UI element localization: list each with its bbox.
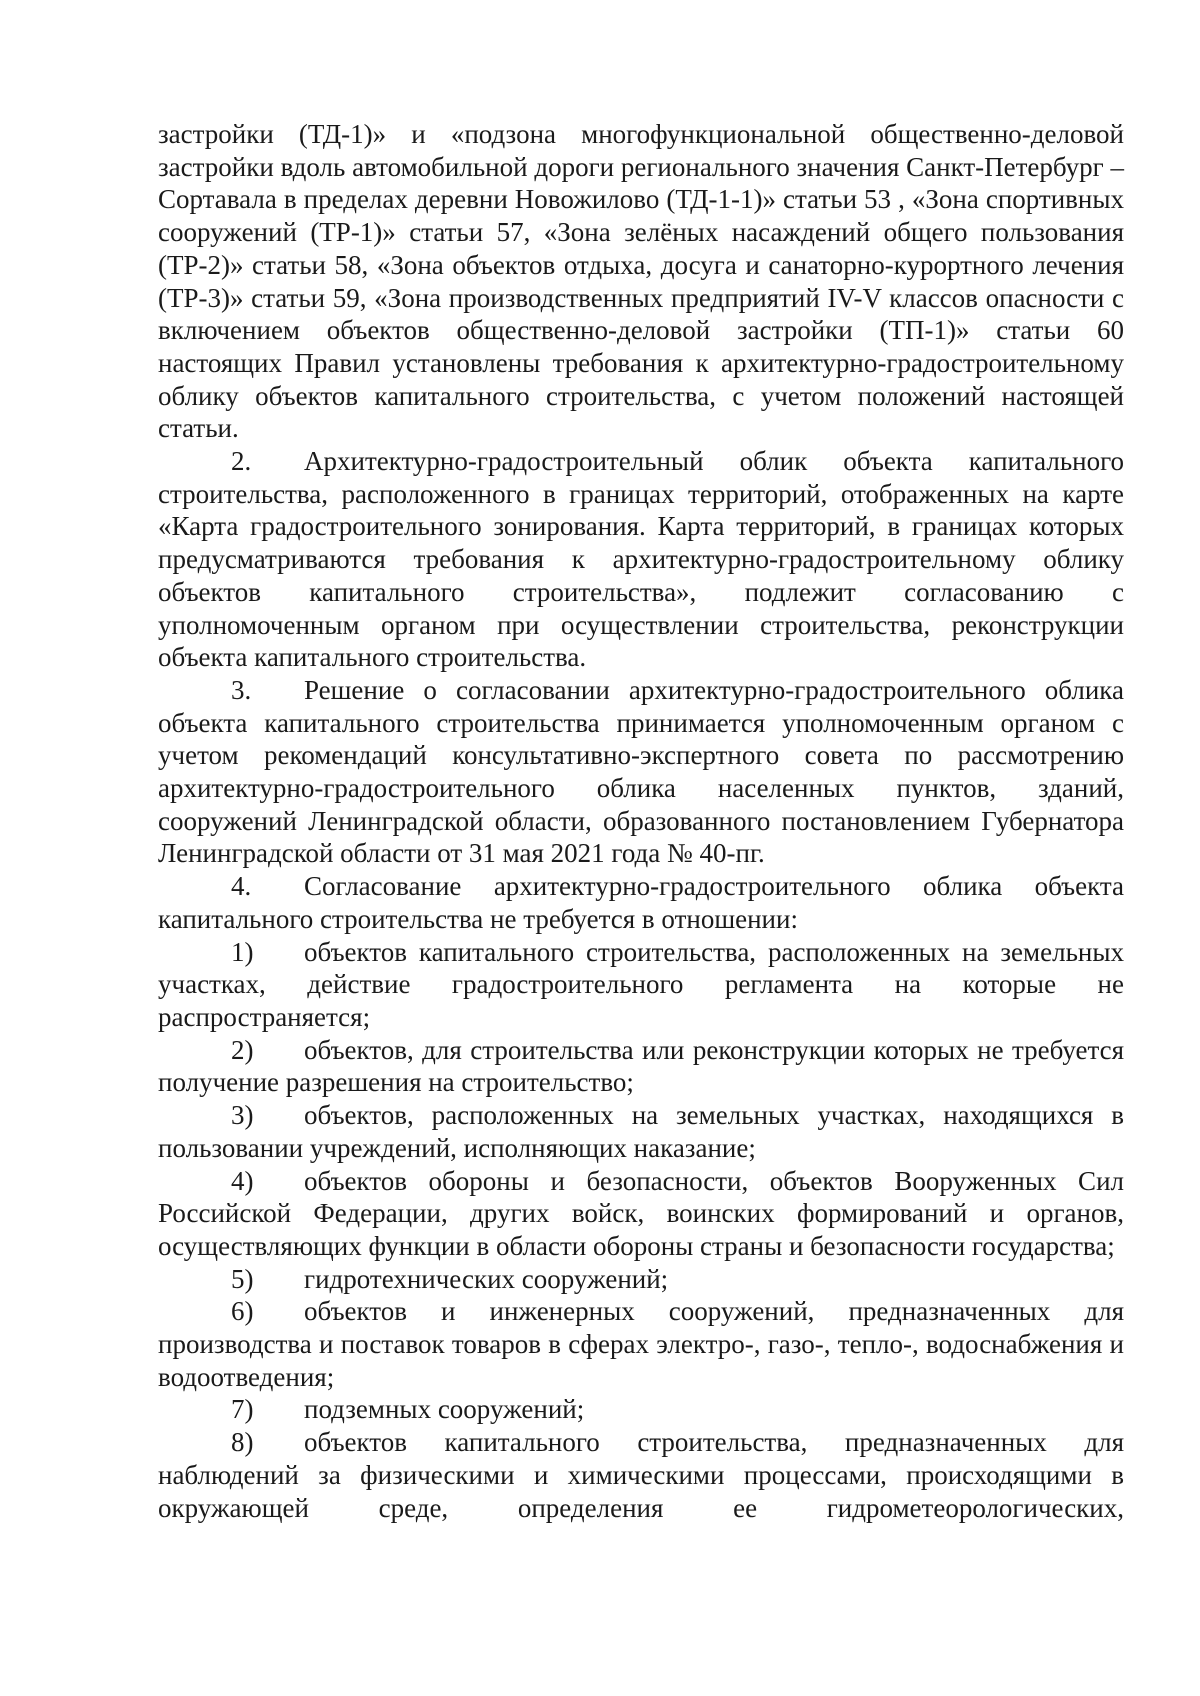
list-item-2 [158,1034,1124,1099]
paragraph-text: Решение о согласовании архитектурно-градостроительного облика объекта капитального строительства принимается уполномоченным органом с учетом рекомендаций консультативно-экспертного совета по рассмотрению архитектурно-градостроительного облика населенных пунктов, зданий, сооружений Ленинградской области, образованного постановлением Губернатора Ленинградской области от 31 мая 2021 года № 40-пг. [158,674,1124,869]
document-body [158,118,1124,1524]
paragraph-text: Архитектурно-градостроительный облик объекта капитального строительства, расположенного в границах территорий, отображенных на карте «Карта градостроительного зонирования. Карта территорий, в границах которых предусматриваются требования к архитектурно-градостроительному облику объектов капитального строительства», подлежит согласованию с уполномоченным органом при осуществлении строительства, реконструкции объекта капитального строительства. [158,446,1124,673]
list-item-1 [158,936,1124,1034]
list-item-number: 3) [231,1100,254,1131]
list-item-text: объектов, для строительства или реконструкции которых не требуется получение разрешения на строительство; [158,1034,1124,1098]
list-item-number: 4) [231,1165,254,1196]
list-item-8 [158,1426,1124,1524]
paragraph-number: 4. [231,871,252,902]
paragraph-text: застройки (ТД-1)» и «подзона многофункциональной общественно-деловой застройки вдоль автомобильной дороги регионального значения Санкт-Петербург – Сортавала в пределах деревни Новожилово (ТД-1-1)» статьи 53 , «Зона спортивных сооружений (ТР-1)» статьи 57, «Зона зелёных насаждений общего пользования (ТР-2)» статьи 58, «Зона объектов отдыха, досуга и санаторно-курортного лечения (ТР-3)» статьи 59, «Зона производственных предприятий IV-V классов опасности с включением объектов общественно-деловой застройки (ТП-1)» статьи 60 настоящих Правил установлены требования к архитектурно-градостроительному облику объектов капитального строительства, с учетом положений настоящей статьи. [158,119,1124,444]
paragraph-2 [158,445,1124,674]
list-item-6 [158,1295,1124,1393]
list-item-number: 6) [231,1296,254,1327]
list-item-text: подземных сооружений; [304,1394,585,1425]
paragraph-3 [158,674,1124,870]
list-item-text: объектов, расположенных на земельных участках, находящихся в пользовании учреждений, исполняющих наказание; [158,1100,1124,1163]
paragraph-number: 2. [231,446,252,477]
list-item-3 [158,1099,1124,1164]
paragraph-number: 3. [231,674,252,705]
list-item-number: 2) [231,1034,254,1065]
list-item-text: гидротехнических сооружений; [304,1263,669,1294]
list-item-text: объектов и инженерных сооружений, предназначенных для производства и поставок товаров в сферах электро-, газо-, тепло-, водоснабжения и водоотведения; [158,1296,1124,1392]
list-item-text: объектов капитального строительства, предназначенных для наблюдений за физическими и химическими процессами, происходящими в окружающей среде, определения ее гидрометеорологических, [158,1427,1124,1523]
list-item-number: 7) [231,1394,254,1425]
list-item-4 [158,1165,1124,1263]
paragraph-4 [158,870,1124,935]
list-item-7 [158,1393,1124,1426]
list-item-text: объектов капитального строительства, расположенных на земельных участках, действие градостроительного регламента на которые не распространяется; [158,936,1124,1032]
list-item-5 [158,1263,1124,1296]
list-item-number: 5) [231,1263,254,1294]
list-item-number: 8) [231,1427,254,1458]
list-item-text: объектов обороны и безопасности, объектов Вооруженных Сил Российской Федерации, других войск, воинских формирований и органов, осуществляющих функции в области обороны страны и безопасности государства; [158,1165,1124,1261]
list-item-number: 1) [231,936,254,967]
paragraph-continuation [158,118,1124,445]
paragraph-text: Согласование архитектурно-градостроительного облика объекта капитального строительства не требуется в отношении: [158,871,1124,934]
